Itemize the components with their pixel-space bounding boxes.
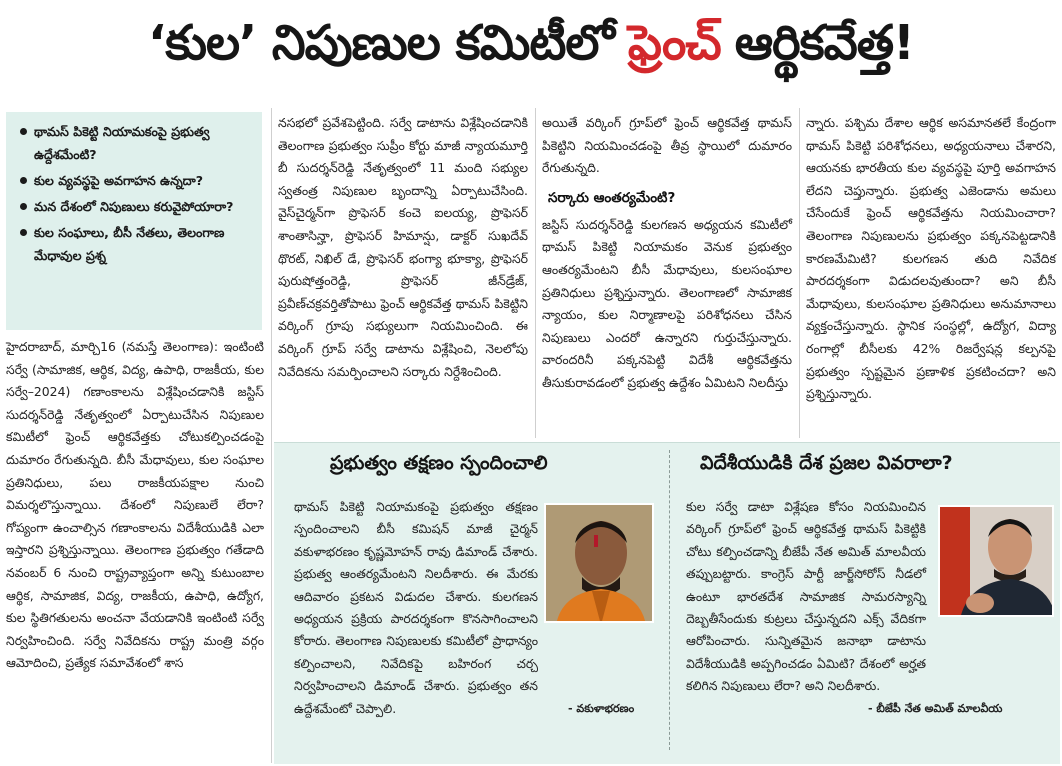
box-left-text-a (294, 496, 538, 720)
headline-part-1: ‘కుల’ నిపుణుల కమిటీలో (148, 15, 614, 71)
highlights-list (20, 120, 252, 267)
highlight-item: కుల సంఘాలు, బీసీ నేతలు, తెలంగాణ మేధావుల ప్రశ్న (20, 221, 252, 267)
column-rule (799, 108, 800, 438)
article-paragraph: అయితే వర్కింగ్ గ్రూప్‌లో ఫ్రెంచ్ ఆర్థికవేత్త థామస్ పికెట్టిని నియమించడంపై తీవ్ర స్థాయిలో దుమారం రేగుతున్నది. (542, 115, 792, 176)
box-right-title: విదేశీయుడికి దేశ ప్రజల వివరాలా? (700, 452, 953, 474)
bullet-icon (20, 229, 27, 236)
box-left-text: థామస్ పికెట్టి నియామకంపై ప్రభుత్వం తక్షణం స్పందించాలని బీసీ కమిషన్ మాజీ చైర్మన్ వకుళాభరణం కృష్ణమోహన్ రావు డిమాండ్ చేశారు. ప్రభుత్వ ఆంతర్యమేంటని నిలదీశారు. ఈ మేరకు ఆదివారం ప్రకటన విడుదల చేశారు. కులగణన అధ్యయన ప్రక్రియ పారదర్శకంగా కొనసాగించాలని కోరారు. తెలంగాణ నిపుణులకు కమిటీలో ప్రాధాన్యం కల్పించాలని, నివేదికపై బహిరంగ చర్చ నిర్వహించాలని డిమాండ్ చేశారు. ప్రభుత్వం తన ఉద్దేశమేంటో చెప్పాలి. (294, 499, 538, 716)
article-column-1 (6, 336, 264, 675)
headline-part-red: ఫ్రెంచ్ (627, 15, 721, 71)
column-rule (271, 108, 272, 763)
box-left-byline: - వకుళాభరణం (568, 702, 635, 715)
box-right-byline: - బీజేపీ నేత అమిత్ మాలవీయ (868, 702, 1003, 715)
article-paragraph: హైదరాబాద్, మార్చి16 (నమస్తే తెలంగాణ): ఇంటింటి సర్వే (సామాజిక, ఆర్థిక, విద్య, ఉపాధి, రాజకీయ, కుల సర్వే–2024) గణాంకాలను విశ్లేషించడానికి జస్టిస్ సుదర్శన్‌రెడ్డి నేతృత్వంలో ఏర్పాటుచేసిన నిపుణుల కమిటీలో ఫ్రెంచ్ ఆర్థికవేత్తకు చోటుకల్పించడంపై దుమారం రేగుతున్నది. బీసీ మేధావులు, కుల సంఘాల ప్రతినిధులు, పలు రాజకీయపక్షాల నుంచి విమర్శలొస్తున్నాయి. దేశంలో నిపుణులే లేరా? గోప్యంగా ఉంచాల్సిన గణాంకాలను విదేశీయుడికి ఎలా ఇస్తారని ప్రశ్నిస్తున్నాయి. తెలంగాణ ప్రభుత్వం గతేడాది నవంబర్ 6 నుంచి రాష్ట్రవ్యాప్తంగా అన్ని కుటుంబాల ఆర్థిక, సామాజిక, విద్య, రాజకీయ, ఉపాధి, ఉద్యోగ, కుల స్థితిగతులను అంచనా వేయడానికి ఇంటింటి సర్వే నిర్వహించింది. సర్వే నివేదికను రాష్ట్ర మంత్రి వర్గం ఆమోదించి, ప్రత్యేక సమావేశంలో శాస (6, 339, 264, 671)
bullet-icon (20, 128, 27, 135)
portrait-icon (546, 505, 654, 623)
photo-vakulabharanam (544, 503, 654, 623)
article-paragraph: నసభలో ప్రవేశపెట్టింది. సర్వే డాటాను విశ్లేషించడానికి తెలంగాణ ప్రభుత్వం సుప్రీం కోర్టు మాజీ న్యాయమూర్తి బీ సుదర్శన్‌రెడ్డి నేతృత్వంలో 11 మంది సభ్యుల స్వతంత్ర నిపుణుల బృందాన్ని ఏర్పాటుచేసింది. వైస్‌చైర్మన్‌గా ప్రొఫెసర్ కంచె ఐలయ్య, ప్రొఫెసర్ శాంతాసిన్హా, ప్రొఫెసర్ హిమాన్షు, డాక్టర్ సుఖదేవ్ థొరట్, నిఖిల్ డే, ప్రొఫెసర్ భంగ్యా భూక్యా, ప్రొఫెసర్ పురుషోత్తంరెడ్డి, ప్రొఫెసర్ జీన్‌డ్రేజ్, ప్రవీణ్‌చక్రవర్తితోపాటు ఫ్రెంచ్ ఆర్థికవేత్త థామస్ పికెట్టిని వర్కింగ్ గ్రూపు సభ్యులుగా నియమించింది. ఈ వర్కింగ్ గ్రూప్ సర్వే డాటాను విశ్లేషించి, నెలలోపు నివేదికను సమర్పించాలని సర్కారు నిర్దేశించింది. (278, 115, 528, 379)
box-left-title: ప్రభుత్వం తక్షణం స్పందించాలి (330, 452, 548, 474)
bullet-icon (20, 203, 27, 210)
subheading: సర్కారు ఆంతర్యమేంటి? (548, 189, 676, 206)
article-paragraph: జస్టిస్ సుదర్శన్‌రెడ్డి కులగణన అధ్యయన కమిటీలో థామస్ పికెట్టి నియామకం వెనుక ప్రభుత్వం ఆంతర్యమేంటని బీసీ మేధావులు, కులసంఘాల ప్రతినిధులు ప్రశ్నిస్తున్నారు. తెలంగాణలో సామాజిక న్యాయం, కుల నిర్మాణాలపై పరిశోధనలు చేసిన నిపుణులు ఎందరో ఉన్నారని గుర్తుచేస్తున్నారు. వారందరినీ పక్కనపెట్టి విదేశీ ఆర్థికవేత్తను తీసుకురావడంలో ప్రభుత్వ ఉద్దేశం ఏమిటని నిలదీస్తు (542, 216, 792, 390)
highlight-item: కుల వ్యవస్థపై అవగాహన ఉన్నదా? (20, 169, 252, 192)
article-column-4 (806, 112, 1056, 406)
highlight-item: థామస్ పికెట్టి నియామకంపై ప్రభుత్వ ఉద్దేశమేంటి? (20, 120, 252, 166)
box-right-text-a (686, 496, 926, 698)
column-rule (535, 108, 536, 438)
article-column-2 (278, 112, 528, 383)
portrait-icon (940, 507, 1054, 617)
headline-part-end: ఆర్థికవేత్త! (734, 15, 914, 71)
highlights-box (6, 112, 262, 330)
box-right-text: కుల సర్వే డాటా విశ్లేషణ కోసం నియమించిన వర్కింగ్ గ్రూప్‌లో ఫ్రెంచ్ ఆర్థికవేత్త థామస్ పికెట్టికి చోటు కల్పించడాన్ని బీజేపీ నేత అమిత్ మాలవీయ తప్పుబట్టారు. కాంగ్రెస్ పార్టీ జార్జ్‌సోరోస్ నీడలో ఉంటూ భారతదేశ సామాజిక సామరస్యాన్ని దెబ్బతీసేందుకు కుట్రలు చేస్తున్నదని ఎక్స్ వేదికగా ఆరోపించారు. సున్నితమైన జనాభా డాటాను విదేశీయుడికి అప్పగించడం ఏమిటి? దేశంలో అర్హత కలిగిన నిపుణులు లేరా? అని నిలదీశారు. (686, 499, 926, 694)
article-column-3 (542, 112, 792, 395)
article-paragraph: న్నారు. పశ్చిమ దేశాల ఆర్థిక అసమానతలే కేంద్రంగా థామస్ పికెట్టి పరిశోధనలు, అధ్యయనాలు చేశారని, ఆయనకు భారతీయ కుల వ్యవస్థపై పూర్తి అవగాహన లేదని చెప్తున్నారు. ప్రభుత్వ ఎజెండాను అమలు చేసేందుకే ఫ్రెంచ్ ఆర్థికవేత్తను నియమించారా? తెలంగాణ నిపుణులను ప్రభుత్వం పక్కనపెట్టడానికి కారణమేమిటి? కులగణన తుది నివేదిక పారదర్శకంగా విడుదలవుతుందా? అని బీసీ మేధావులు, కులసంఘాల ప్రతినిధులు అనుమానాలు వ్యక్తంచేస్తున్నారు. స్థానిక సంస్థల్లో, ఉద్యోగ, విద్యా రంగాల్లో బీసీలకు 42% రిజర్వేషన్ల కల్పనపై ప్రభుత్వం స్పష్టమైన ప్రణాళిక ప్రకటించదా? అని ప్రశ్నిస్తున్నారు. (806, 115, 1056, 402)
highlight-item: మన దేశంలో నిపుణులు కరువైపోయారా? (20, 195, 252, 218)
headline (0, 0, 1062, 98)
quotes-divider (669, 450, 670, 750)
bullet-icon (20, 177, 27, 184)
photo-amit-malviya (938, 505, 1054, 617)
